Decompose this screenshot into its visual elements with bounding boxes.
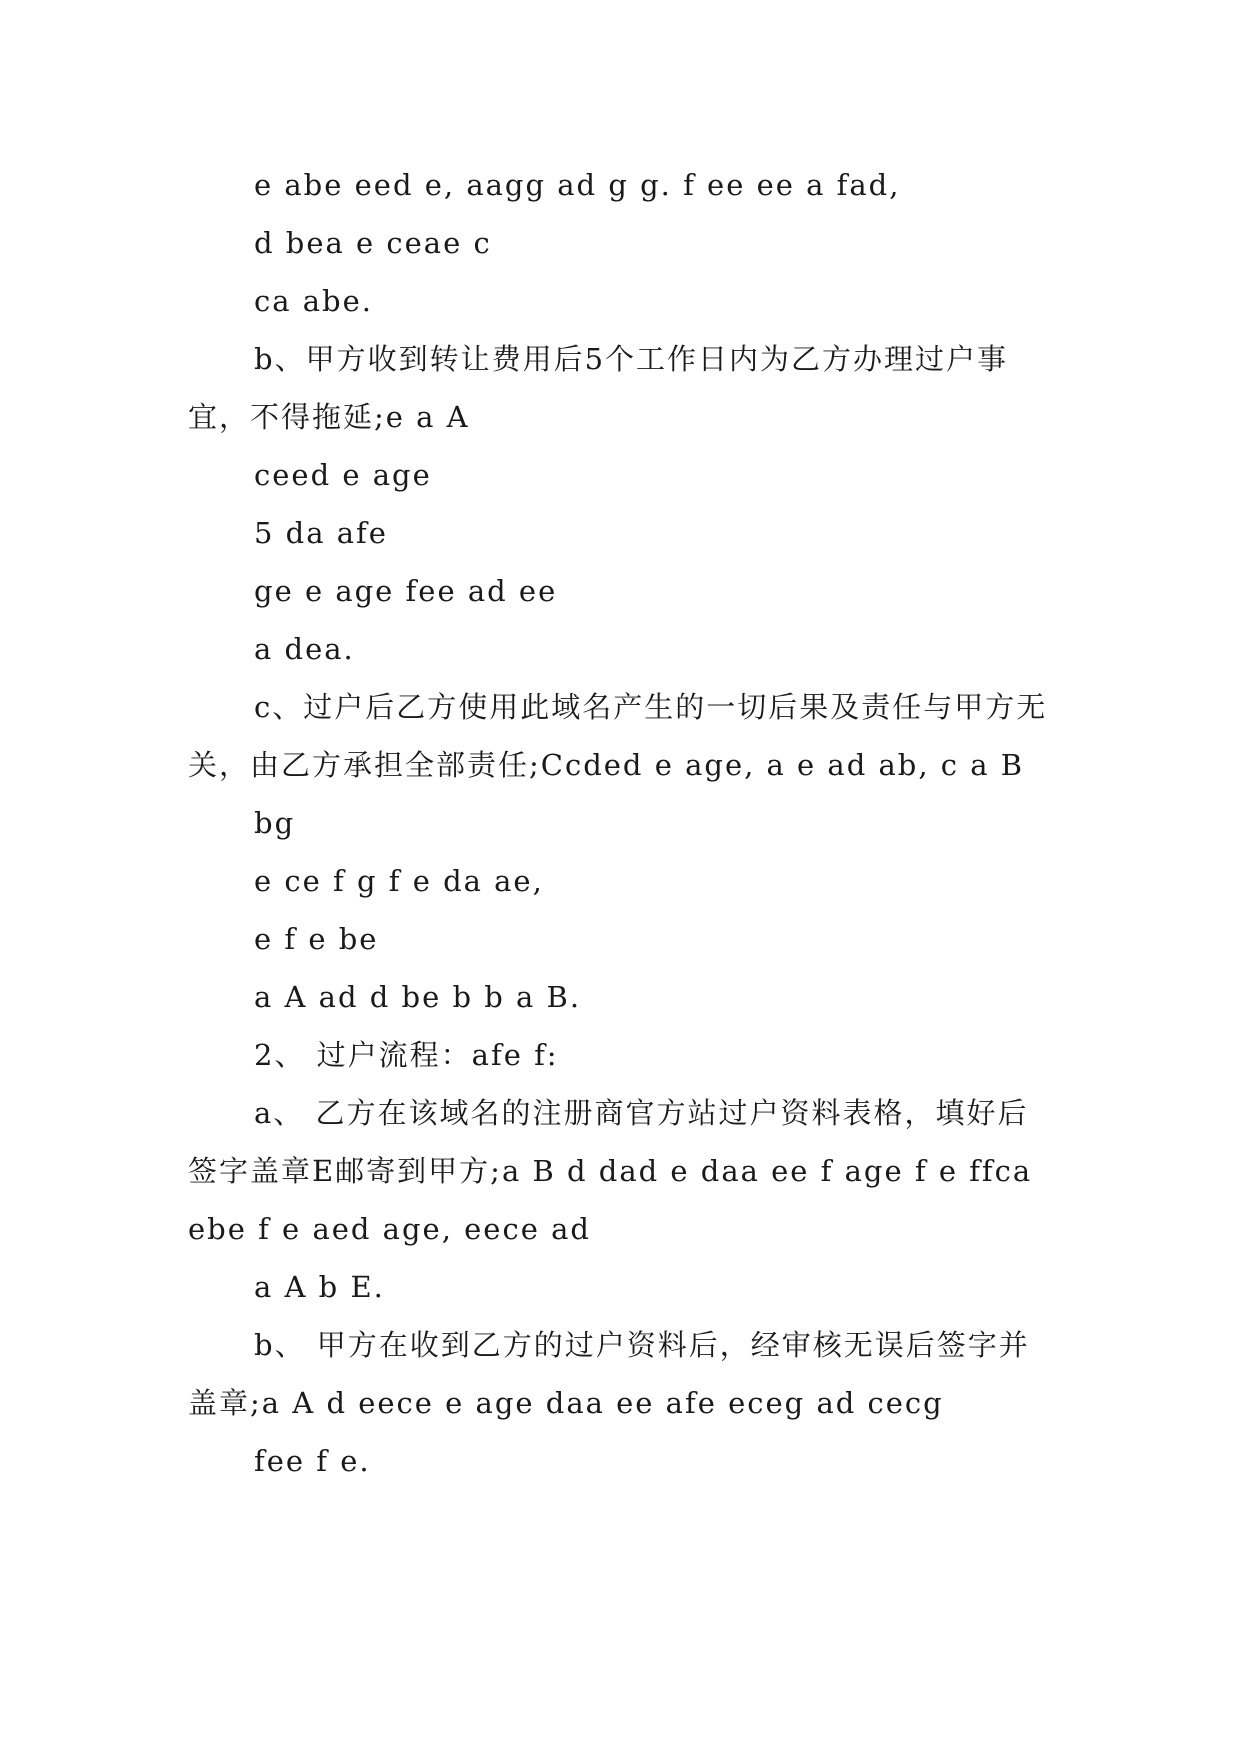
paragraph: e ce f g f e da ae, bbox=[254, 864, 544, 898]
paragraph: a dea. bbox=[254, 632, 355, 666]
paragraph: ca abe. bbox=[254, 284, 373, 318]
paragraph: 2、 过户流程：afe f: bbox=[254, 1038, 559, 1072]
paragraph: e abe eed e, aagg ad g g. f ee ee a fad, bbox=[254, 168, 901, 202]
paragraph: a A ad d be b b a B. bbox=[254, 980, 582, 1014]
paragraph: bg bbox=[254, 806, 296, 840]
paragraph: c、过户后乙方使用此域名产生的一切后果及责任与甲方无关，由乙方承担全部责任;Ccded e age, a e ad ab, c a B bbox=[188, 690, 1048, 782]
paragraph: ceed e age bbox=[254, 458, 432, 492]
paragraph: ge e age fee ad ee bbox=[254, 574, 558, 608]
document-body bbox=[188, 156, 1058, 1490]
paragraph: e f e be bbox=[254, 922, 379, 956]
paragraph: 5 da afe bbox=[254, 516, 388, 550]
paragraph: b、甲方收到转让费用后5个工作日内为乙方办理过户事宜，不得拖延;e a A bbox=[188, 342, 1009, 434]
paragraph: a、 乙方在该域名的注册商官方站过户资料表格，填好后签字盖章E邮寄到甲方;a B d dad e daa ee f age f e ffca ebe f e aed age, eece ad bbox=[188, 1096, 1044, 1246]
paragraph: d bea e ceae c bbox=[254, 226, 492, 260]
paragraph: b、 甲方在收到乙方的过户资料后，经审核无误后签字并盖章;a A d eece e age daa ee afe eceg ad cecg bbox=[188, 1328, 1030, 1420]
paragraph: fee f e. bbox=[254, 1444, 371, 1478]
paragraph: a A b E. bbox=[254, 1270, 385, 1304]
